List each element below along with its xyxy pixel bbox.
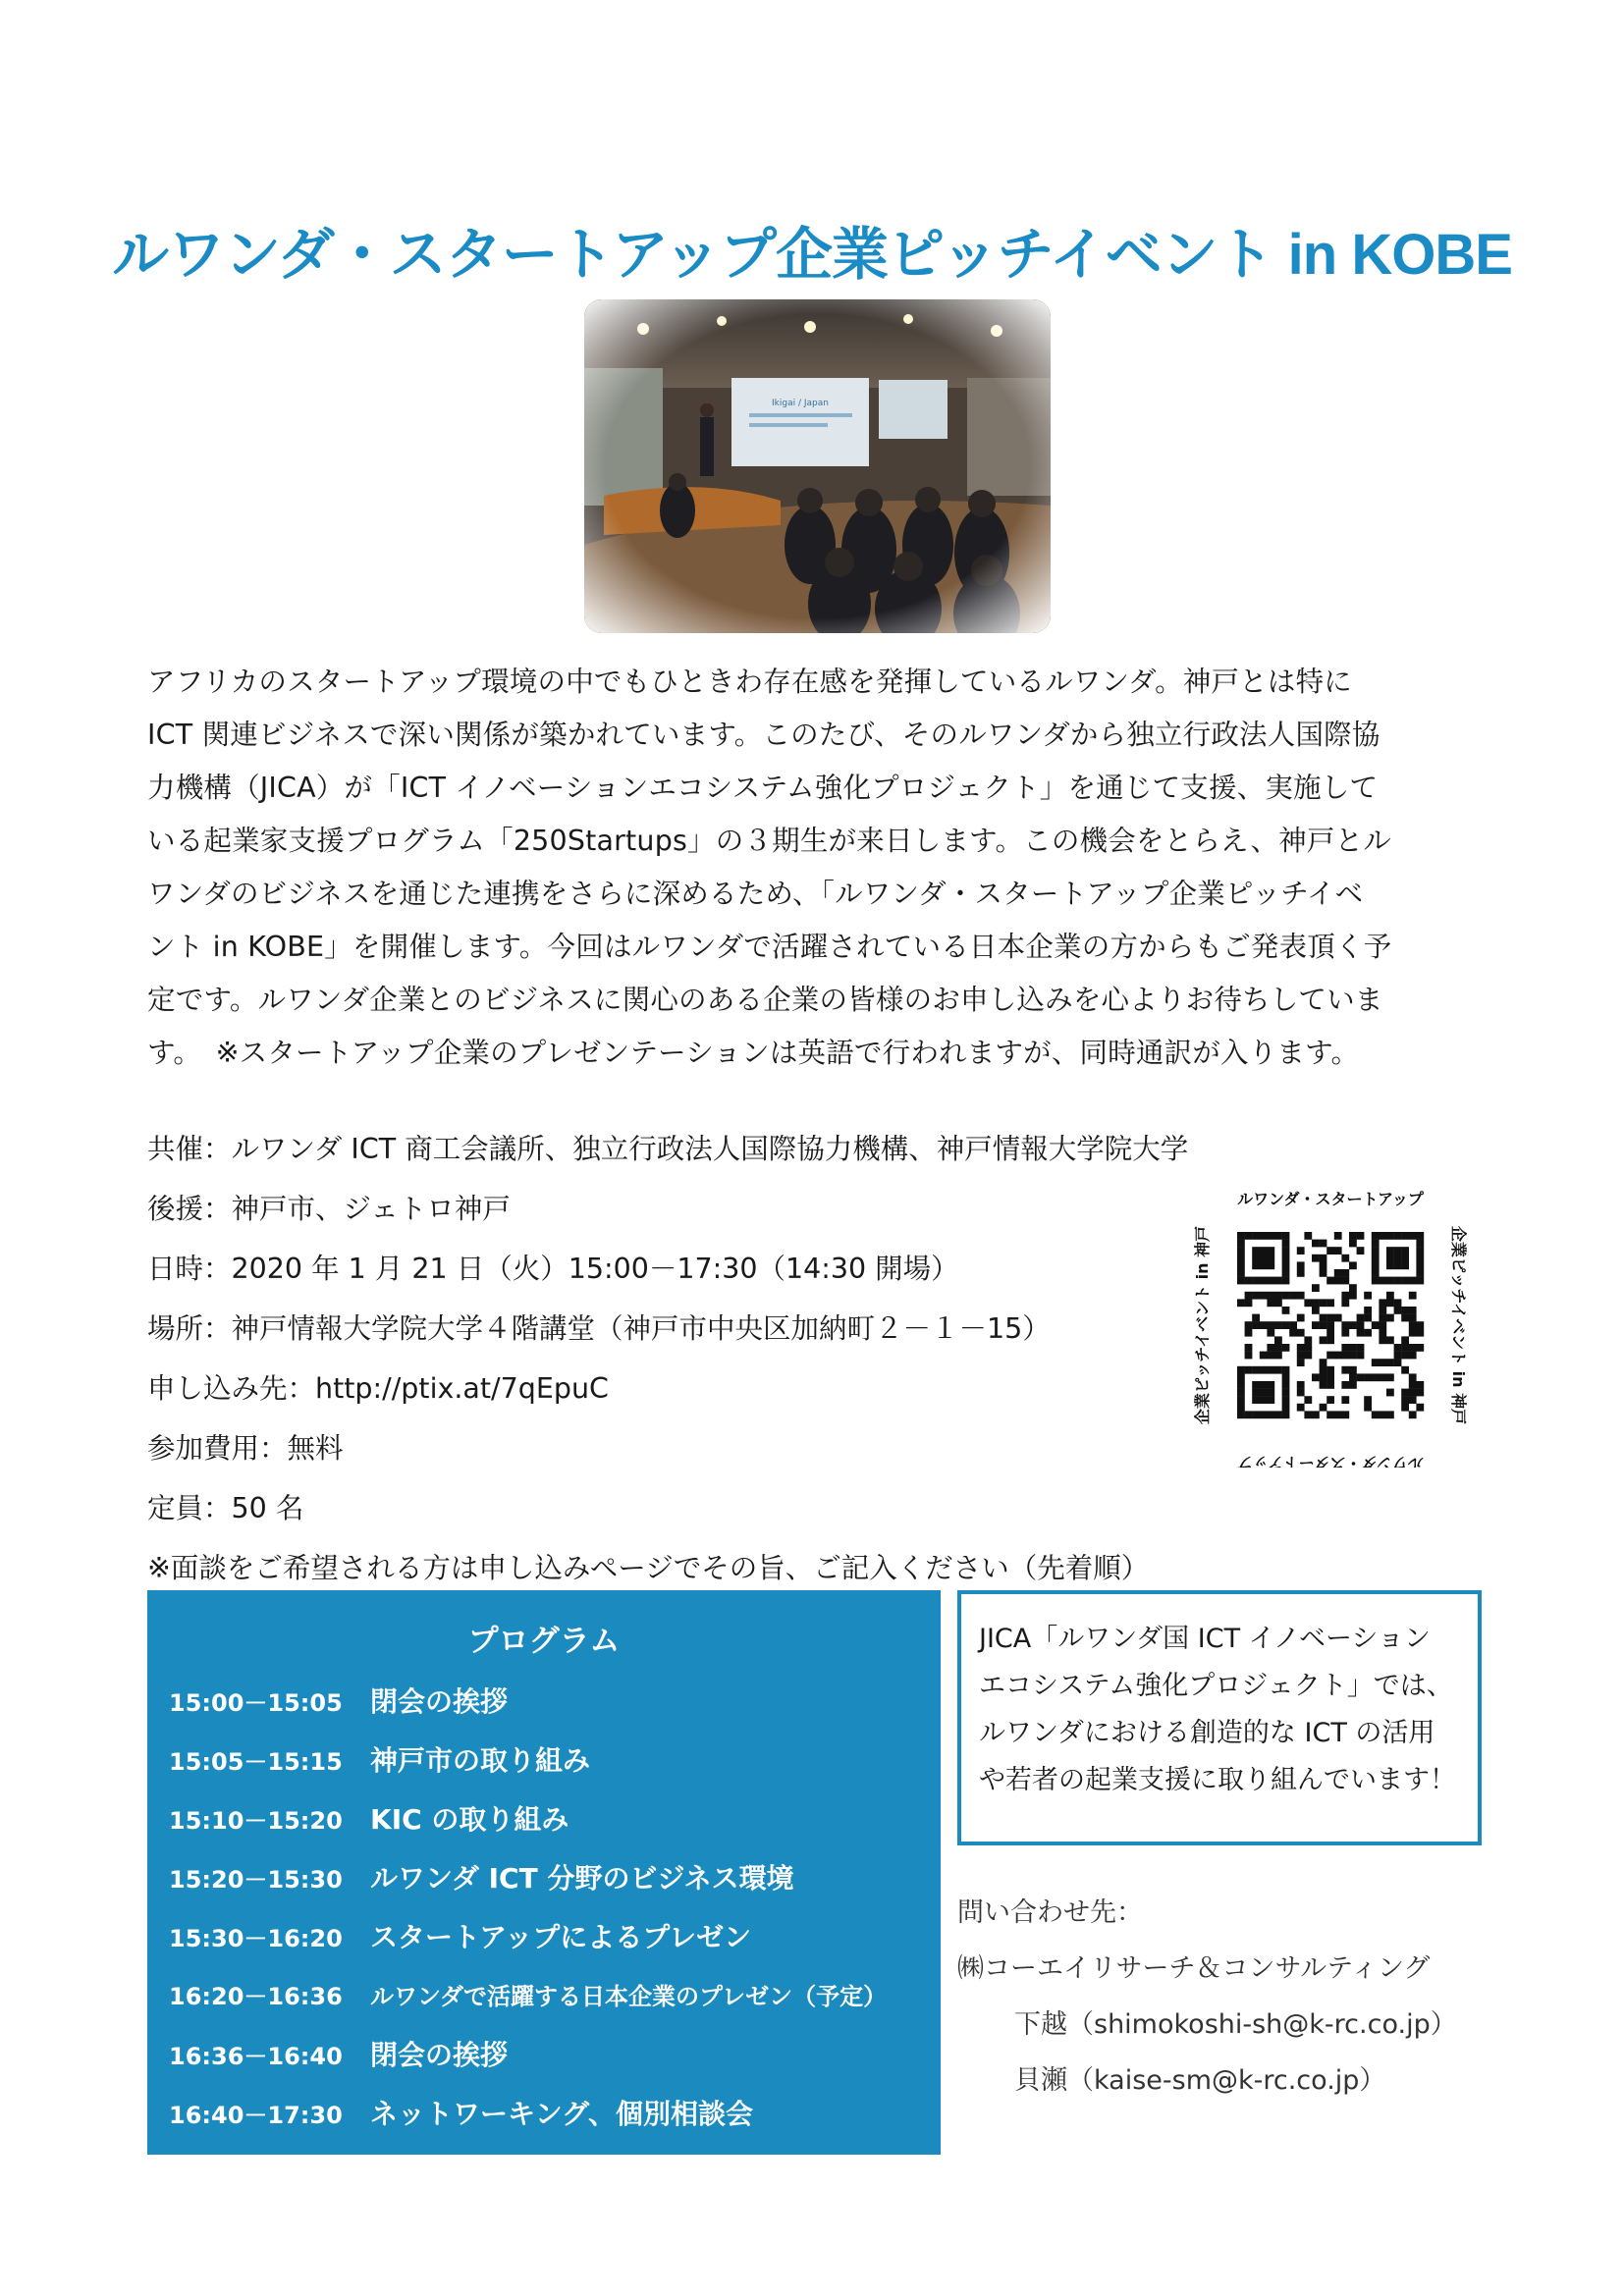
program-label: KIC の取り組み: [370, 1803, 569, 1836]
event-photo: [584, 299, 1051, 633]
intro-text: [147, 656, 1483, 1080]
program-label: 閉会の挨拶: [370, 2039, 509, 2071]
program-item: [169, 1681, 508, 1720]
program-label: ネットワーキング、個別相談会: [370, 2098, 754, 2130]
contact-company: ㈱コーエイリサーチ＆コンサルティング: [957, 1953, 1431, 1984]
intro-line: いる起業家支援プログラム「250Startups」の３期生が来日します。この機会をとらえ、神戸とル: [147, 825, 1391, 857]
program-label: スタートアップによるプレゼン: [370, 1921, 752, 1953]
intro-line: 定です。ルワンダ企業とのビジネスに関心のある企業の皆様のお申し込みを心よりお待ちしていま: [147, 984, 1383, 1016]
datetime-text: 日時：2020 年 1 月 21 日（火）15:00－17:30（14:30 開場）: [147, 1253, 959, 1285]
program-item: [169, 2034, 508, 2073]
jica-line: ルワンダにおける創造的な ICT の活用: [979, 1718, 1435, 1748]
jica-line: エコシステム強化プロジェクト」では、: [979, 1671, 1453, 1701]
program-label: ルワンダで活躍する日本企業のプレゼン（予定）: [370, 1983, 888, 2010]
program-item: [169, 2093, 753, 2132]
program-time: 15:30－16:20: [169, 1925, 343, 1952]
program-time: 16:40－17:30: [169, 2102, 343, 2129]
page-title: ルワンダ・スタートアップ企業ピッチイベント in KOBE: [112, 223, 1512, 287]
program-item: [169, 1916, 751, 1955]
program-time: 15:10－15:20: [169, 1807, 343, 1835]
program-title: プログラム: [467, 1624, 621, 1659]
intro-line: ント in KOBE」を開催します。今回はルワンダで活躍されている日本企業の方からもご発表頂く予: [147, 931, 1392, 963]
intro-line: す。 ※スタートアップ企業のプレゼンテーションは英語で行われますが、同時通訳が入ります。: [147, 1037, 1360, 1069]
qr-caption-bottom: ルワンダ・スタートアップ: [1237, 1454, 1424, 1468]
program-item: [169, 1857, 794, 1896]
program-time: 15:05－15:15: [169, 1748, 343, 1776]
qr-caption-right: 企業ピッチイベント in 神戸: [1449, 1225, 1468, 1425]
program-label: ルワンダ ICT 分野のビジネス環境: [370, 1862, 794, 1895]
note-text: ※面談をご希望される方は申し込みページでその旨、ご記入ください（先着順）: [147, 1552, 1150, 1584]
event-info: [147, 1119, 1276, 1598]
program-label: 神戸市の取り組み: [370, 1744, 591, 1777]
program-time: 15:20－15:30: [169, 1866, 343, 1894]
capacity-text: 定員：50 名: [147, 1492, 304, 1524]
venue-text: 場所：神戸情報大学院大学４階講堂（神戸市中央区加納町２－１－15）: [147, 1312, 1051, 1345]
apply-link[interactable]: 申し込み先：http://ptix.at/7qEpuC: [147, 1372, 609, 1405]
contact-heading: 問い合わせ先：: [957, 1897, 1143, 1928]
program-time: 16:36－16:40: [169, 2043, 343, 2070]
qr-caption-top: ルワンダ・スタートアップ: [1237, 1190, 1424, 1208]
program-time: 15:00－15:05: [169, 1689, 343, 1717]
intro-line: アフリカのスタートアップ環境の中でもひときわ存在感を発揮しているルワンダ。神戸とは特に: [147, 666, 1352, 698]
cohost-text: 共催：ルワンダ ICT 商工会議所、独立行政法人国際協力機構、神戸情報大学院大学: [147, 1133, 1189, 1165]
program-label: 閉会の挨拶: [370, 1685, 509, 1718]
jica-line: や若者の起業支援に取り組んでいます！: [979, 1765, 1456, 1795]
jica-info-box: [957, 1590, 1482, 1845]
program-time: 16:20－16:36: [169, 1983, 343, 2010]
contact-person[interactable]: 下越（shimokoshi-sh@k-rc.co.jp）: [1014, 2009, 1457, 2040]
intro-line: ワンダのビジネスを通じた連携をさらに深めるため、「ルワンダ・スタートアップ企業ピッチイベ: [147, 878, 1364, 910]
intro-line: 力機構（JICA）が「ICT イノベーションエコシステム強化プロジェクト」を通じて支援、実施して: [147, 772, 1379, 804]
qr-code[interactable]: [1188, 1183, 1473, 1468]
intro-line: ICT 関連ビジネスで深い関係が築かれています。このたび、そのルワンダから独立行政法人国際協: [147, 719, 1380, 751]
program-box: [147, 1590, 941, 2155]
qr-caption-left: 企業ピッチイベント in 神戸: [1193, 1225, 1212, 1425]
fee-text: 参加費用：無料: [147, 1432, 344, 1465]
contact-block: [957, 1885, 1488, 2109]
program-item: [169, 1977, 887, 2011]
contact-person[interactable]: 貝瀬（kaise-sm@k-rc.co.jp）: [1014, 2065, 1386, 2096]
jica-line: JICA「ルワンダ国 ICT イノベーション: [979, 1624, 1431, 1654]
support-text: 後援：神戸市、ジェトロ神戸: [147, 1193, 511, 1225]
program-item: [169, 1739, 590, 1779]
program-item: [169, 1798, 568, 1838]
qr-matrix: [1237, 1232, 1424, 1418]
